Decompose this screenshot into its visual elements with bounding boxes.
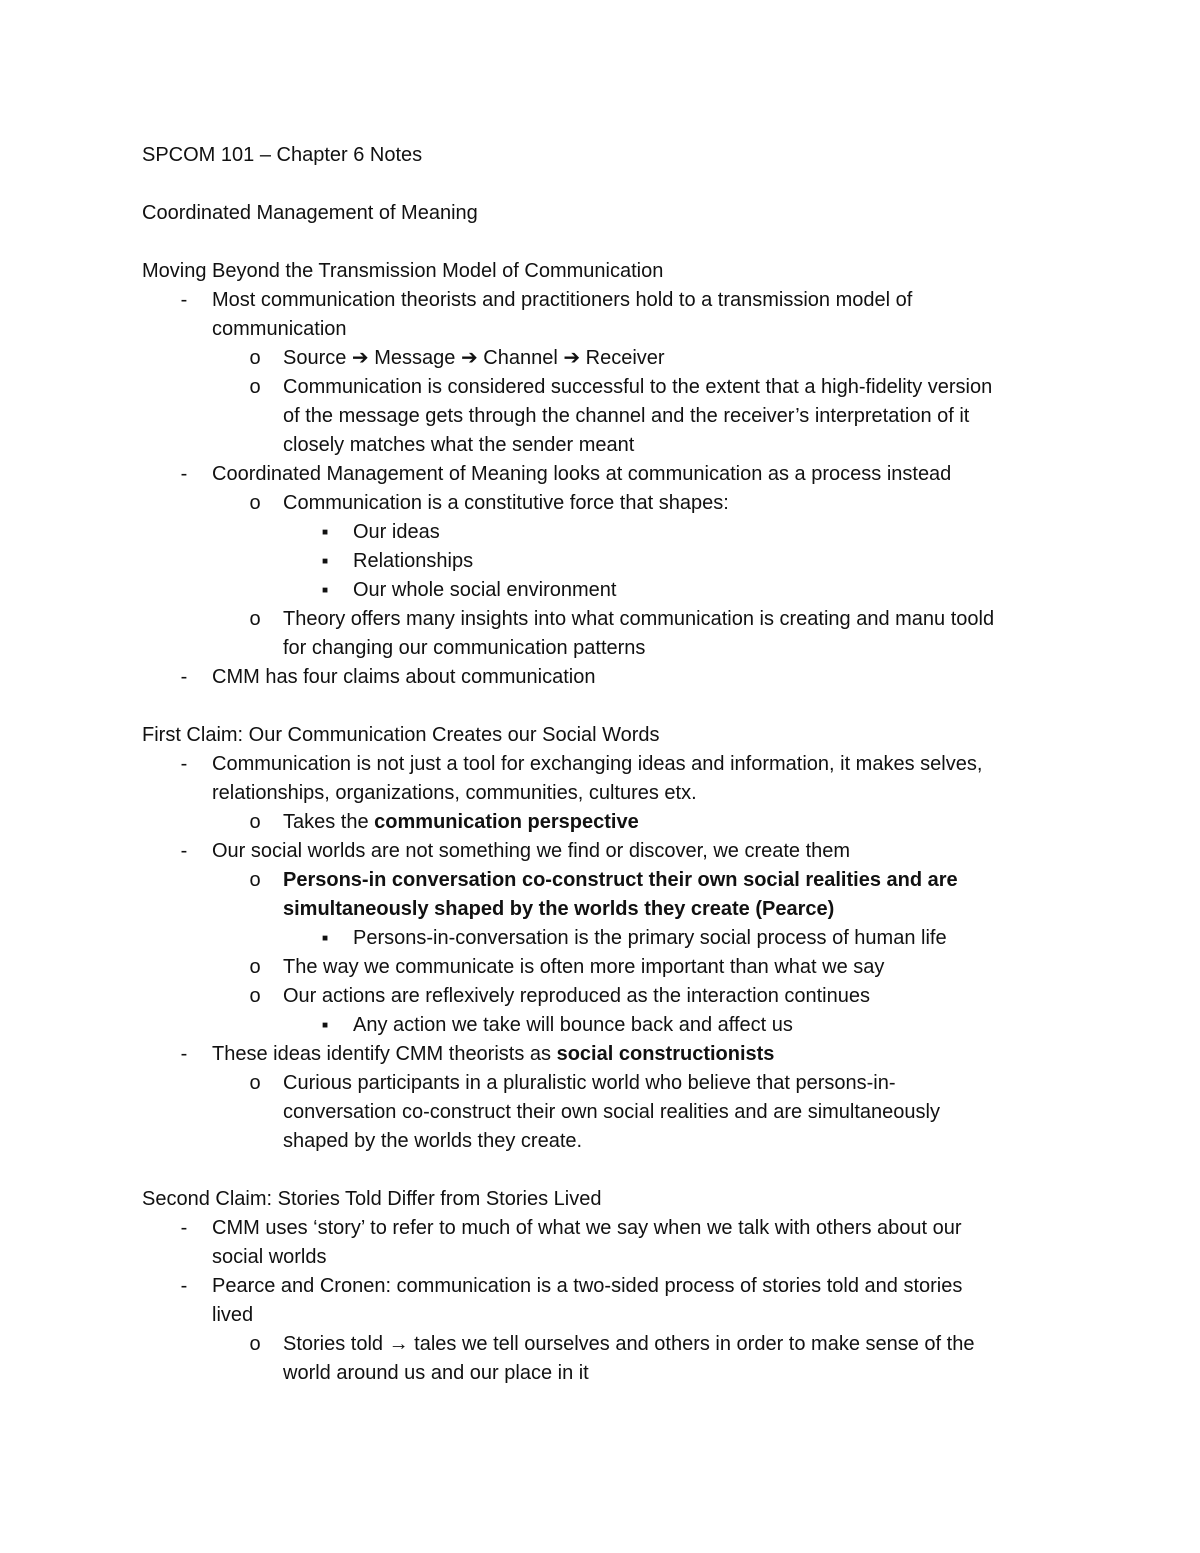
list-item: [142, 750, 1100, 779]
square-bullet-icon: ■: [321, 527, 329, 538]
square-bullet-icon: ■: [321, 585, 329, 596]
list-item: [142, 344, 1100, 373]
spacer: [142, 692, 1100, 721]
list-item-text: Takes the: [283, 811, 375, 833]
circle-bullet-icon: o: [249, 1072, 261, 1094]
circle-bullet-icon: o: [249, 608, 261, 630]
list-item: [142, 982, 1100, 1011]
list-item: [142, 518, 1100, 547]
list-item: [142, 1040, 1100, 1069]
dash-bullet-icon: -: [180, 840, 188, 862]
list-item: [142, 1243, 1100, 1272]
circle-bullet-icon: o: [249, 1333, 261, 1355]
spacer: [142, 228, 1100, 257]
list-item: [142, 1214, 1100, 1243]
circle-bullet-icon: o: [249, 492, 261, 514]
list-item: [142, 1301, 1100, 1330]
emphasis-text: simultaneously shaped by the worlds they create (Pearce): [283, 898, 835, 920]
list-item-text: of the message gets through the channel and the receiver’s interpretation of it: [283, 405, 970, 427]
emphasis-text: Persons-in conversation co-construct their own social realities and are: [283, 869, 958, 891]
list-item: [142, 808, 1100, 837]
document-title: SPCOM 101 – Chapter 6 Notes: [142, 144, 423, 166]
list-item: [142, 1011, 1100, 1040]
list-item-text: world around us and our place in it: [283, 1362, 589, 1384]
dash-bullet-icon: -: [180, 753, 188, 775]
list-item-text: Communication is considered successful to the extent that a high-fidelity version: [283, 376, 993, 398]
list-item: [142, 605, 1100, 634]
list-item: [142, 895, 1100, 924]
list-item-text: Relationships: [353, 550, 474, 572]
list-item-text: Our ideas: [353, 521, 440, 543]
dash-bullet-icon: -: [180, 463, 188, 485]
list-item: [142, 837, 1100, 866]
list-item-text: Most communication theorists and practitioners hold to a transmission model of: [212, 289, 913, 311]
list-item-text: for changing our communication patterns: [283, 637, 646, 659]
list-item-text: Persons-in-conversation is the primary social process of human life: [353, 927, 947, 949]
list-item-text: closely matches what the sender meant: [283, 434, 635, 456]
list-item-text: Our social worlds are not something we find or discover, we create them: [212, 840, 851, 862]
list-item-text: Communication is a constitutive force that shapes:: [283, 492, 729, 514]
circle-bullet-icon: o: [249, 811, 261, 833]
dash-bullet-icon: -: [180, 289, 188, 311]
circle-bullet-icon: o: [249, 869, 261, 891]
list-item-text: shaped by the worlds they create.: [283, 1130, 583, 1152]
notes-body: [142, 228, 1100, 1388]
list-item-text: The way we communicate is often more important than what we say: [283, 956, 885, 978]
spacer: [142, 170, 1100, 199]
square-bullet-icon: ■: [321, 556, 329, 567]
list-item: [142, 634, 1100, 663]
list-item: [142, 1098, 1100, 1127]
list-item: [142, 547, 1100, 576]
circle-bullet-icon: o: [249, 956, 261, 978]
document-subtitle: Coordinated Management of Meaning: [142, 202, 478, 224]
list-item: [142, 663, 1100, 692]
list-item: [142, 286, 1100, 315]
spacer: [142, 1156, 1100, 1185]
circle-bullet-icon: o: [249, 985, 261, 1007]
list-item-text: relationships, organizations, communities, cultures etx.: [212, 782, 697, 804]
list-item: [142, 1069, 1100, 1098]
square-bullet-icon: ■: [321, 933, 329, 944]
list-item: [142, 924, 1100, 953]
circle-bullet-icon: o: [249, 376, 261, 398]
list-item-text: Theory offers many insights into what communication is creating and manu toold: [283, 608, 995, 630]
list-item-text: Stories told → tales we tell ourselves and others in order to make sense of the: [283, 1333, 975, 1355]
list-item: [142, 315, 1100, 344]
list-item-text: communication: [212, 318, 347, 340]
list-item-text: Curious participants in a pluralistic world who believe that persons-in-: [283, 1072, 896, 1094]
list-item-text: Our whole social environment: [353, 579, 617, 601]
square-bullet-icon: ■: [321, 1020, 329, 1031]
list-item: [142, 1127, 1100, 1156]
list-item: [142, 373, 1100, 402]
list-item-text: Source ➔ Message ➔ Channel ➔ Receiver: [283, 347, 665, 369]
emphasis-text: communication perspective: [374, 811, 639, 833]
list-item-text: These ideas identify CMM theorists as: [212, 1043, 557, 1065]
list-item-text: conversation co-construct their own social realities and are simultaneously: [283, 1101, 940, 1123]
list-item-text: social worlds: [212, 1246, 327, 1268]
dash-bullet-icon: -: [180, 666, 188, 688]
section-heading: Moving Beyond the Transmission Model of Communication: [142, 260, 664, 282]
dash-bullet-icon: -: [180, 1043, 188, 1065]
section-heading: First Claim: Our Communication Creates our Social Words: [142, 724, 660, 746]
list-item: [142, 953, 1100, 982]
list-item: [142, 402, 1100, 431]
list-item: [142, 1330, 1100, 1359]
list-item-text: CMM uses ‘story’ to refer to much of what we say when we talk with others about our: [212, 1217, 962, 1239]
emphasis-text: social constructionists: [556, 1043, 775, 1065]
list-item-text: Our actions are reflexively reproduced as the interaction continues: [283, 985, 870, 1007]
list-item: [142, 1359, 1100, 1388]
list-item-text: Pearce and Cronen: communication is a two-sided process of stories told and stories: [212, 1275, 963, 1297]
list-item-text: Communication is not just a tool for exchanging ideas and information, it makes selves,: [212, 753, 983, 775]
list-item: [142, 576, 1100, 605]
circle-bullet-icon: o: [249, 347, 261, 369]
section-heading: Second Claim: Stories Told Differ from Stories Lived: [142, 1188, 602, 1210]
list-item: [142, 489, 1100, 518]
list-item-text: CMM has four claims about communication: [212, 666, 596, 688]
list-item: [142, 431, 1100, 460]
dash-bullet-icon: -: [180, 1217, 188, 1239]
list-item-text: Coordinated Management of Meaning looks at communication as a process instead: [212, 463, 952, 485]
list-item: [142, 460, 1100, 489]
list-item-text: lived: [212, 1304, 254, 1326]
dash-bullet-icon: -: [180, 1275, 188, 1297]
list-item: [142, 779, 1100, 808]
list-item-text: Any action we take will bounce back and affect us: [353, 1014, 793, 1036]
list-item: [142, 866, 1100, 895]
list-item: [142, 1272, 1100, 1301]
